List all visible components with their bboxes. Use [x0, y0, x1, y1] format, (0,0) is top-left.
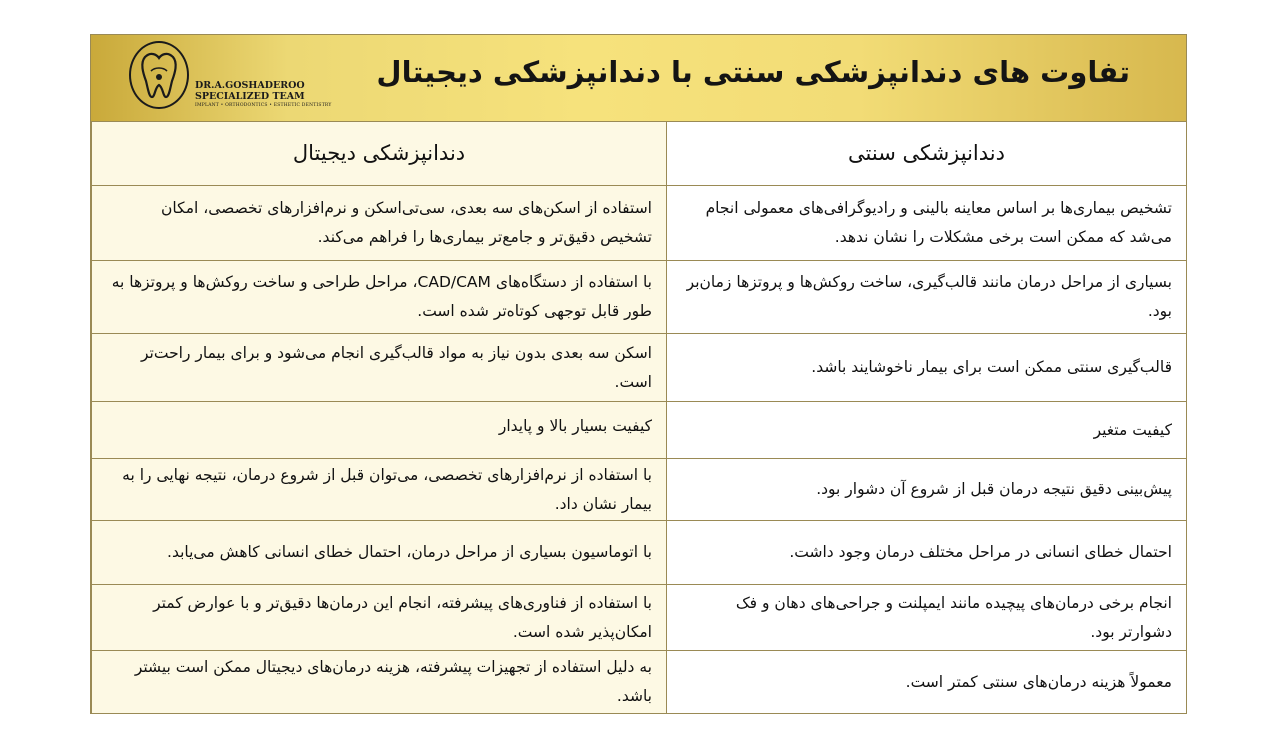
cell-traditional: انجام برخی درمان‌های پیچیده مانند ایمپلنت و جراحی‌های دهان و فک دشوارتر بود.	[667, 585, 1187, 651]
clinic-logo	[129, 39, 332, 115]
table-row	[92, 334, 1187, 402]
cell-digital: استفاده از اسکن‌های سه بعدی، سی‌تی‌اسکن و نرم‌افزارهای تخصصی، امکان تشخیص دقیق‌تر و جامع‌تر بیماری‌ها را فراهم می‌کند.	[92, 186, 667, 261]
table-row	[92, 186, 1187, 261]
cell-digital: کیفیت بسیار بالا و پایدار	[92, 402, 667, 459]
cell-traditional: قالب‌گیری سنتی ممکن است برای بیمار ناخوشایند باشد.	[667, 334, 1187, 402]
cell-traditional: تشخیص بیماری‌ها بر اساس معاینه بالینی و رادیوگرافی‌های معمولی انجام می‌شد که ممکن است برخی مشکلات را نشان ندهد.	[667, 186, 1187, 261]
cell-digital: به دلیل استفاده از تجهیزات پیشرفته، هزینه درمان‌های دیجیتال ممکن است بیشتر باشد.	[92, 651, 667, 714]
table-header-row	[92, 122, 1187, 186]
tooth-logo-icon	[129, 41, 189, 109]
logo-line-3: IMPLANT • ORTHODONTICS • ESTHETIC DENTISTRY	[195, 103, 332, 108]
table-row	[92, 585, 1187, 651]
cell-traditional: احتمال خطای انسانی در مراحل مختلف درمان وجود داشت.	[667, 521, 1187, 585]
cell-traditional: پیش‌بینی دقیق نتیجه درمان قبل از شروع آن دشوار بود.	[667, 459, 1187, 521]
cell-traditional: کیفیت متغیر	[667, 402, 1187, 459]
comparison-infographic	[90, 34, 1187, 714]
title-banner	[91, 35, 1186, 122]
header-digital: دندانپزشکی دیجیتال	[92, 122, 667, 186]
logo-text	[195, 80, 332, 109]
table-row	[92, 402, 1187, 459]
cell-digital: با اتوماسیون بسیاری از مراحل درمان، احتمال خطای انسانی کاهش می‌یابد.	[92, 521, 667, 585]
table-row	[92, 261, 1187, 334]
cell-digital: با استفاده از نرم‌افزارهای تخصصی، می‌توان قبل از شروع درمان، نتیجه نهایی را به بیمار نشان داد.	[92, 459, 667, 521]
cell-traditional: بسیاری از مراحل درمان مانند قالب‌گیری، ساخت روکش‌ها و پروتزها زمان‌بر بود.	[667, 261, 1187, 334]
cell-digital: با استفاده از دستگاه‌های CAD/CAM، مراحل طراحی و ساخت روکش‌ها و پروتزها به طور قابل توجهی کوتاه‌تر شده است.	[92, 261, 667, 334]
logo-line-1: DR.A.GOSHADEROO	[195, 80, 305, 91]
logo-line-2: SPECIALIZED TEAM	[195, 91, 305, 102]
header-traditional: دندانپزشکی سنتی	[667, 122, 1187, 186]
cell-traditional: معمولاً هزینه درمان‌های سنتی کمتر است.	[667, 651, 1187, 714]
page-title: تفاوت های دندانپزشکی سنتی با دندانپزشکی دیجیتال	[376, 55, 1130, 89]
comparison-table	[91, 121, 1187, 714]
table-row	[92, 459, 1187, 521]
cell-digital: اسکن سه بعدی بدون نیاز به مواد قالب‌گیری انجام می‌شود و برای بیمار راحت‌تر است.	[92, 334, 667, 402]
cell-digital: با استفاده از فناوری‌های پیشرفته، انجام این درمان‌ها دقیق‌تر و با عوارض کمتر امکان‌پذیر شده است.	[92, 585, 667, 651]
table-row	[92, 651, 1187, 714]
table-row	[92, 521, 1187, 585]
